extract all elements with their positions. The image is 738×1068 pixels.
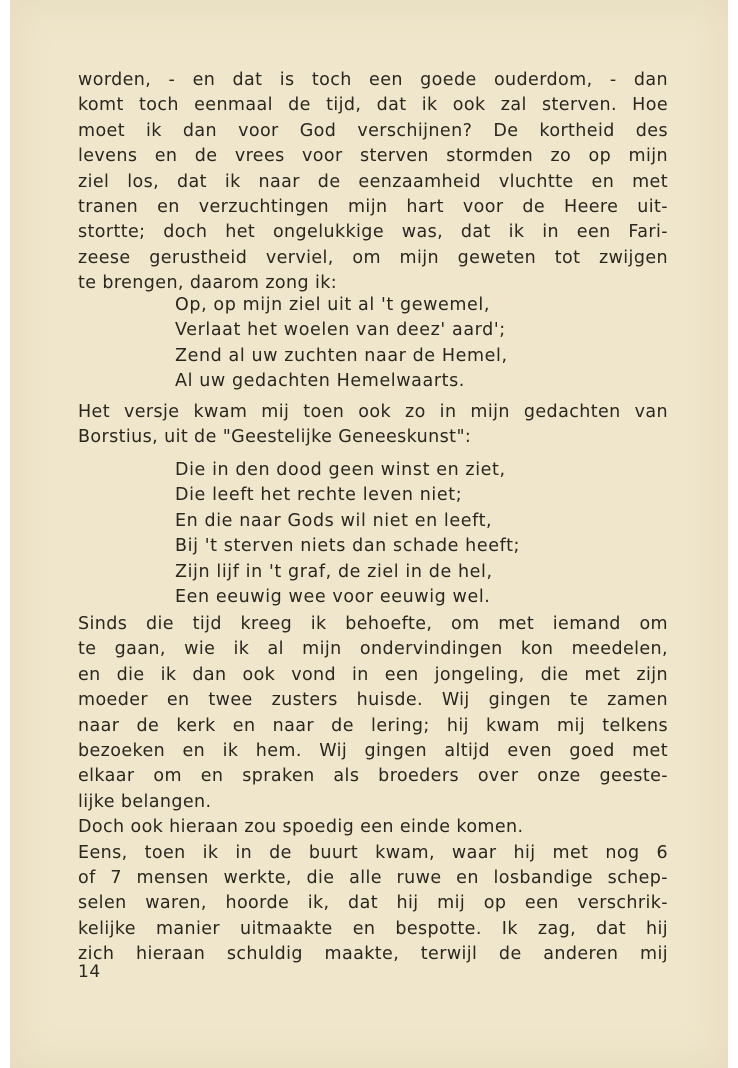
text-line: worden, - en dat is toch een goede ouderdom, - dan — [78, 70, 668, 90]
text-line: tranen en verzuchtingen mijn hart voor de Heere uit- — [78, 196, 668, 217]
text-line: Eens, toen ik in de buurt kwam, waar hij met nog 6 — [78, 842, 668, 863]
text-line: Sinds die tijd kreeg ik behoefte, om met iemand om — [78, 614, 668, 634]
text-line: selen waren, hoorde ik, dat hij mij op een verschrik- — [78, 893, 668, 914]
text-line: komt toch eenmaal de tijd, dat ik ook zal sterven. Hoe — [78, 95, 668, 116]
text-line: stortte; doch het ongelukkige was, dat ik in een Fari- — [78, 222, 668, 243]
text-line: zeese gerustheid verviel, om mijn geweten tot zwijgen — [78, 247, 668, 268]
text-line: en die ik dan ook vond in een jongeling, die met zijn — [78, 664, 668, 685]
text-line: Borstius, uit de "Geestelijke Geneeskunst": — [78, 427, 472, 448]
text-line: bezoeken en ik hem. Wij gingen altijd even goed met — [78, 740, 668, 761]
text-line: moeder en twee zusters huisde. Wij gingen te zamen — [78, 690, 668, 711]
poem-line: Verlaat het woelen van deez' aard'; — [175, 320, 506, 341]
poem-line: En die naar Gods wil niet en leeft, — [175, 510, 493, 531]
text-line: lijke belangen. — [78, 791, 212, 812]
poem-line: Bij 't sterven niets dan schade heeft; — [175, 536, 521, 557]
page-number: 14 — [78, 962, 101, 982]
paragraph-3 — [78, 612, 668, 967]
paragraph-1 — [78, 68, 668, 297]
text-line: moet ik dan voor God verschijnen? De kortheid des — [78, 120, 668, 141]
text-line: naar de kerk en naar de lering; hij kwam mij telkens — [78, 715, 668, 736]
poem-line: Al uw gedachten Hemelwaarts. — [175, 371, 465, 392]
text-line: elkaar om en spraken als broeders over onze geeste- — [78, 766, 668, 787]
text-line: te gaan, wie ik al mijn ondervindingen kon meedelen, — [78, 639, 668, 660]
text-line: zich hieraan schuldig maakte, terwijl de anderen mij — [78, 944, 668, 965]
poem-line: Zend al uw zuchten naar de Hemel, — [175, 345, 508, 366]
poem-1 — [175, 293, 635, 395]
poem-2 — [175, 458, 635, 610]
text-line: levens en de vrees voor sterven stormden zo op mijn — [78, 146, 668, 167]
text-line: ziel los, dat ik naar de eenzaamheid vluchtte en met — [78, 171, 668, 192]
poem-line: Die in den dood geen winst en ziet, — [175, 460, 506, 480]
text-line: te brengen, daarom zong ik: — [78, 273, 338, 294]
poem-line: Een eeuwig wee voor eeuwig wel. — [175, 586, 491, 607]
poem-line: Zijn lijf in 't graf, de ziel in de hel, — [175, 561, 493, 582]
text-line: kelijke manier uitmaakte en bespotte. Ik zag, dat hij — [78, 918, 668, 939]
book-page — [10, 0, 728, 1068]
poem-line: Op, op mijn ziel uit al 't gewemel, — [175, 295, 491, 315]
paragraph-2 — [78, 400, 668, 451]
text-line: Doch ook hieraan zou spoedig een einde komen. — [78, 817, 524, 838]
poem-line: Die leeft het rechte leven niet; — [175, 485, 463, 506]
text-line: of 7 mensen werkte, die alle ruwe en losbandige schep- — [78, 867, 668, 888]
text-line: Het versje kwam mij toen ook zo in mijn gedachten van — [78, 402, 668, 422]
